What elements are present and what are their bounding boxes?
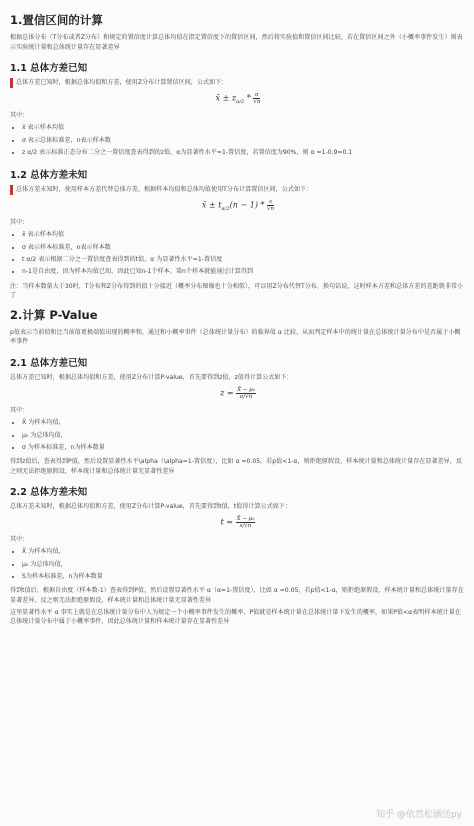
watermark: 知乎 @依然松涵送py xyxy=(376,810,462,820)
formula-text: (n − 1) * xyxy=(229,200,268,210)
formula-z-interval xyxy=(10,92,466,106)
definition-list xyxy=(10,546,466,583)
fraction-numerator: σ xyxy=(255,91,259,98)
formula-z-score xyxy=(10,387,466,401)
fraction-numerator: X̄ − μ₀ xyxy=(237,386,255,393)
where-label: 其中： xyxy=(10,406,29,414)
list-item: • t α/2 表示根据二分之一置信度查表得到的t值，α 为显著性水平=1-置信度 xyxy=(22,254,466,266)
paragraph: 得到z值后，查表得到P值，然后设置显著性水平\alpha（\alpha=1-置信度），比如 α =0.05，若p值<1-α，则拒绝原假设，样本统计量和总体统计量存在显著差异，反之则无法拒绝原假设，样本统计量和总体统计量无显著性差异 xyxy=(10,458,462,475)
paragraph: 总体方差已知时，根据总体均值和方差，使用Z分布计算置信区间，公式如下： xyxy=(10,78,466,88)
section-heading-p-value: 2.计算 P-Value xyxy=(10,307,98,322)
list-item: • n-1是自由度，因为样本均值已知，因此已知n-1个样本，第n个样本就能通过计算得到 xyxy=(22,266,466,278)
formula-t-score xyxy=(10,516,466,530)
list-item: • σ 表示样本标准差，n表示样本数 xyxy=(22,242,466,254)
section-heading-confidence-interval: 1.置信区间的计算 xyxy=(10,13,103,27)
formula-text: * xyxy=(244,93,254,103)
formula-text: z = xyxy=(220,388,237,398)
subsection-heading-variance-known-p: 2.1 总体方差已知 xyxy=(10,358,88,370)
fraction-denominator: s/√n xyxy=(239,522,252,529)
subsection-heading-variance-unknown-p: 2.2 总体方差未知 xyxy=(10,487,88,499)
list-item: • S为样本标准差，n为样本数量 xyxy=(22,571,466,583)
formula-subscript: α/2 xyxy=(236,98,245,105)
subsection-heading-variance-unknown: 1.2 总体方差未知 xyxy=(10,170,88,182)
list-item: • μ₀ 为总体均值， xyxy=(22,430,466,442)
paragraph: 总体方差未知时，根据总体均值和方差，使用Z分布计算P-value，首先要得到t值，t值得计算公式如下： xyxy=(10,503,292,511)
list-item: • σ 表示总体标准差，n表示样本数 xyxy=(22,135,466,147)
definition-list xyxy=(10,417,466,454)
paragraph: 得到t值后，根据自由度（样本数-1）查表得到P值，然后设置显著性水平 α（α=1-置信度），比如 α =0.05，若p值<1-α，则拒绝原假设，样本统计量和总体统计量存在显著差异，反之则无法拒绝原假设，样本统计量和总体统计量无显著性差异 xyxy=(10,587,464,604)
fraction-numerator: s xyxy=(267,199,274,206)
paragraph-final: 这里显著性水平 α 事实上就是在总体统计量分布中人为规定一个小概率事件发生的概率，P值就是样本统计量在总体统计量下发生的概率，如果P值<α表明样本统计量在总体统计量分布中属于小概率事件，因此总体统计量和样本统计量存在显著性差异 xyxy=(10,608,461,626)
formula-subscript: α/2 xyxy=(221,205,230,212)
section-intro: 根据总体分布（T分布或者Z分布）和规定的置信度计算总体均值在指定置信度下的置信区间，然后将实验值和置信区间比较，若在置信区间之外（小概率事件发生）则表示实验统计量和总体统计量存在显著差异 xyxy=(10,34,463,51)
fraction-denominator: √n xyxy=(253,98,261,105)
where-label: 其中： xyxy=(10,111,29,119)
where-label: 其中： xyxy=(10,535,29,543)
paragraph: 总体方差已知时，根据总体均值和方差，使用Z分布计算P-value，首先要得到z值，z值得计算公式如下： xyxy=(10,374,293,382)
definition-list xyxy=(10,229,466,278)
fraction-numerator: X̄ − μ₀ xyxy=(236,515,255,522)
subsection-heading-variance-known: 1.1 总体方差已知 xyxy=(10,63,88,75)
section-intro: p值表示当前值和比当前值更极端值出现的概率和，通过和小概率事件（总体统计量分布）的临界值 α 比较，从而判定样本中的统计量在总体统计量分布中是否属于小概率事件 xyxy=(10,328,461,346)
definition-list xyxy=(10,122,466,159)
formula-text: t = xyxy=(220,517,236,527)
fraction xyxy=(236,516,256,529)
list-item: • x̄ 表示样本均值 xyxy=(22,229,466,241)
list-item: • x̄ 表示样本均值 xyxy=(22,122,466,134)
note: 注：当样本数量大于30时，T分布和Z分布得到的值十分接近（概率分布图像也十分相似），可以用Z分布代替T分布，换句话说，这时样本方差和总体方差的差距就非常小了 xyxy=(10,282,464,300)
paragraph: 总体方差未知时，使用样本方差代替总体方差，根据样本均值和总体均值使用T分布计算置信区间，公式如下： xyxy=(10,185,466,195)
fraction xyxy=(267,199,274,212)
fraction-denominator: σ/√n xyxy=(239,393,253,400)
list-item: • μ₀ 为总体均值， xyxy=(22,559,466,571)
formula-text: x̄ ± z xyxy=(215,93,237,103)
list-item: • X̄ 为样本均值， xyxy=(22,546,466,558)
fraction xyxy=(253,92,260,105)
list-item: • σ 为样本标准差，n为样本数量 xyxy=(22,442,466,454)
where-label: 其中： xyxy=(10,218,29,226)
fraction xyxy=(236,387,256,400)
list-item: • X̄ 为样本均值， xyxy=(22,417,466,429)
list-item: • z α/2 表示标准正态分布二分之一置信度查表得到的z值，α为显著性水平=1-置信度，若置信度为90%，则 α =1-0.9=0.1 xyxy=(22,147,466,159)
fraction-denominator: √n xyxy=(267,205,275,212)
formula-text: x̄ ± t xyxy=(201,200,222,210)
formula-t-interval xyxy=(10,199,466,213)
